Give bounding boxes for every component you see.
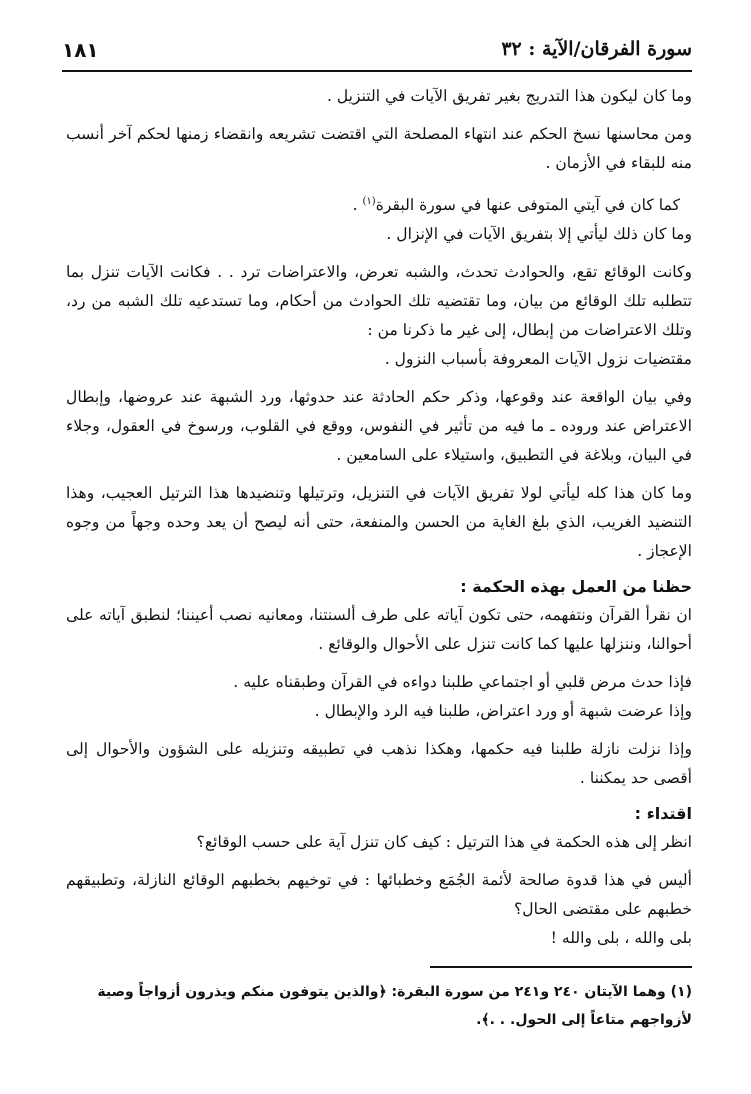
footnote-text xyxy=(62,978,692,1034)
main-text xyxy=(66,82,692,953)
header-divider xyxy=(62,70,692,72)
paragraph: مقتضيات نزول الآيات المعروفة بأسباب النزول . xyxy=(384,350,692,369)
footnote-divider xyxy=(430,966,692,968)
running-head xyxy=(62,34,692,68)
footnote xyxy=(62,978,692,1034)
paragraph: وما كان هذا كله ليأتي لولا تفريق الآيات في التنزيل، وترتيلها وتنضيدها هذا الترتيل العجيب، وهذا التنضيد الغريب، الذي بلغ الغاية من الحسن والمنفعة، حتى أنه ليصح أن يعد وحده وجهاً من وجوه الإعجاز . xyxy=(66,484,692,561)
paragraph: أليس في هذا قدوة صالحة لأئمة الجُمَع وخطبائها : في توخيهم بخطبهم الوقائع النازلة، وتطبيقهم خطبهم على مقتضى الحال؟ xyxy=(66,871,692,919)
paragraph: وكانت الوقائع تقع، والحوادث تحدث، والشبه تعرض، والاعتراضات ترد . . فكانت الآيات تنزل بما تتطلبه تلك الوقائع من بيان، وما تقتضيه تلك الحوادث من أحكام، وما تستدعيه تلك الشبه من رد، وتلك الاعتراضات من إبطال، إلى غير ما ذكرنا من : xyxy=(66,263,692,340)
page-number: ١٨١ xyxy=(62,38,99,62)
paragraph: وإذا نزلت نازلة طلبنا فيه حكمها، وهكذا نذهب في تطبيقه وتنزيله على الشؤون والأحوال إلى أقصى حد يمكننا . xyxy=(66,740,692,788)
paragraph: وإذا عرضت شبهة أو ورد اعتراض، طلبنا فيه الرد والإبطال . xyxy=(314,702,692,721)
section-heading: حظنا من العمل بهذه الحكمة : xyxy=(460,577,692,597)
paragraph: وما كان ذلك ليأتي إلا بتفريق الآيات في الإنزال . xyxy=(386,225,692,244)
footnote-marker: (١) xyxy=(670,984,692,1000)
paragraph: انظر إلى هذه الحكمة في هذا الترتيل : كيف كان تنزل آية على حسب الوقائع؟ xyxy=(196,833,692,852)
running-title: سورة الفرقان/الآية : ٣٢ xyxy=(501,38,692,60)
paragraph-text: كما كان في آيتي المتوفى عنها في سورة البقرة xyxy=(375,196,680,215)
section-heading: اقتداء : xyxy=(634,804,692,824)
paragraph: وما كان ليكون هذا التدريج بغير تفريق الآيات في التنزيل . xyxy=(326,87,692,105)
paragraph: ان نقرأ القرآن ونتفهمه، حتى تكون آياته على طرف ألسنتنا، ومعانيه نصب أعيننا؛ لنطبق آياته على أحوالنا، وننزلها عليها كما كانت تنزل على الأحوال والوقائع . xyxy=(66,606,692,654)
paragraph: ومن محاسنها نسخ الحكم عند انتهاء المصلحة التي اقتضت تشريعه وانقضاء زمنها لحكم آخر أنسب منه للبقاء في الأزمان . xyxy=(66,125,692,172)
footnote-body: وهما الآيتان ٢٤٠ و٢٤١ من سورة البقرة: ﴿والذين يتوفون منكم ويذرون أزواجاً وصية لأزواجهم متاعاً إلى الحول. . .﴾. xyxy=(97,984,692,1028)
footnote-reference: (١) xyxy=(362,196,376,207)
paragraph: وفي بيان الواقعة عند وقوعها، وذكر حكم الحادثة عند حدوثها، ورد الشبهة عند عروضها، وإبطال الاعتراض عند وروده ـ ما فيه من تأثير في النفوس، ووقع في القلوب، ورسوخ في العقول، وجلاء في البيان، وبلاغة في التطبيق، واستيلاء على السامعين . xyxy=(66,388,692,465)
paragraph: كما كان في آيتي المتوفى عنها في سورة البقرة$^{(١)}$ . xyxy=(352,196,680,215)
paragraph: بلى والله ، بلى والله ! xyxy=(550,929,692,948)
paragraph: فإذا حدث مرض قلبي أو اجتماعي طلبنا دواءه في القرآن وطبقناه عليه . xyxy=(233,673,692,692)
